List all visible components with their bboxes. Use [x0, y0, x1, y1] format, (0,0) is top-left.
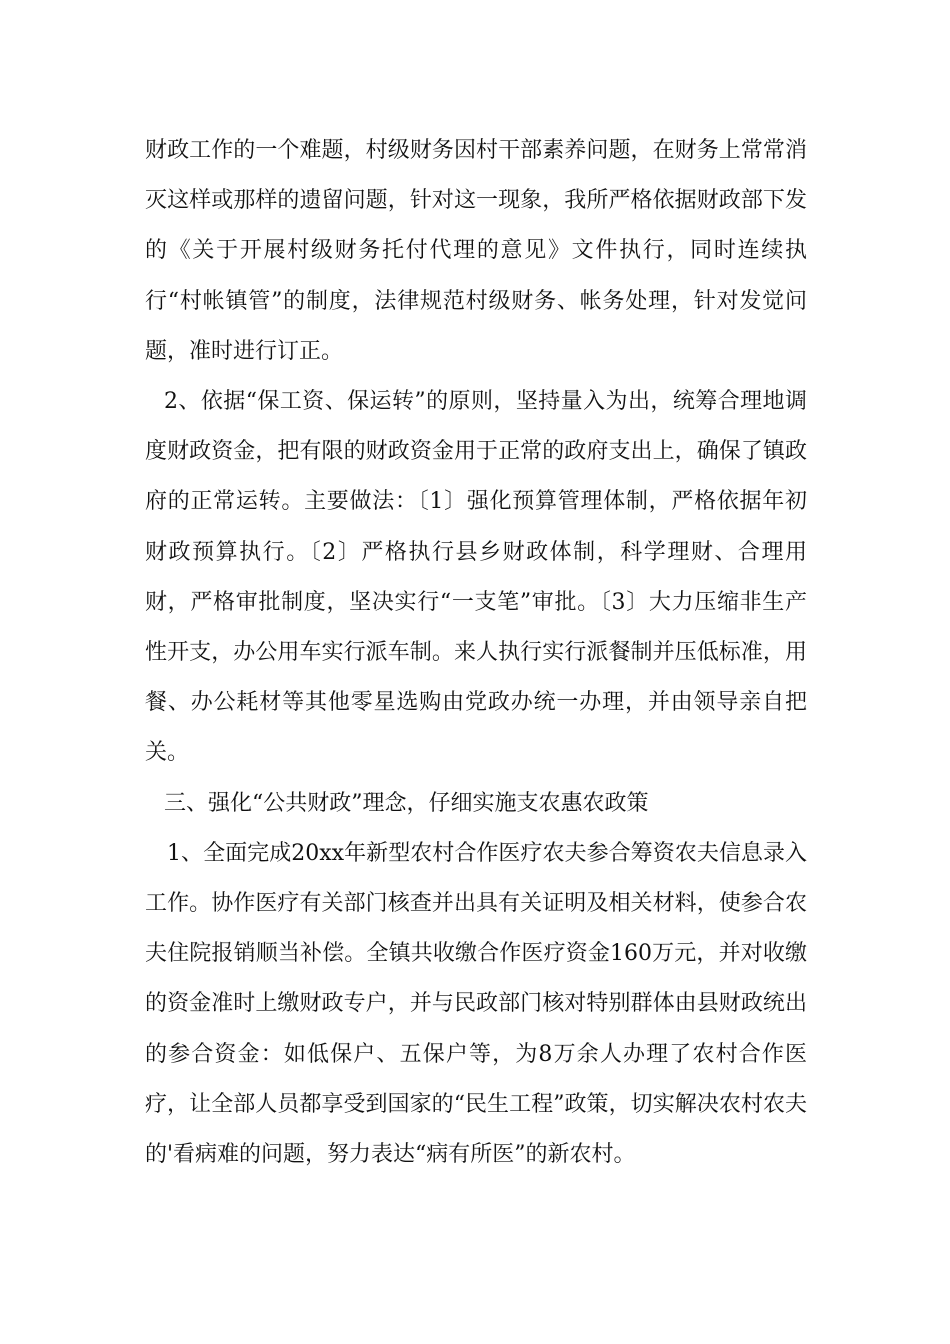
- paragraph-continuation: 财政工作的一个难题，村级财务因村干部素养问题，在财务上常常消灭这样或那样的遗留问题，针对这一现象，我所严格依据财政部下发的《关于开展村级财务托付代理的意见》文件执行，同时连续执行“村帐镇管”的制度，法律规范村级财务、帐务处理，针对发觉问题，准时进行订正。: [145, 138, 807, 364]
- section-heading-3: 三、强化“公共财政”理念，仔细实施支农惠农政策: [164, 790, 649, 816]
- document-body: [145, 126, 807, 1180]
- paragraph-item-2: 2、依据“保工资、保运转”的原则，坚持量入为出，统筹合理地调度财政资金，把有限的财政资金用于正常的政府支出上，确保了镇政府的正常运转。主要做法：〔1〕强化预算管理体制，严格依据年初财政预算执行。〔2〕严格执行县乡财政体制，科学理财、合理用财，严格审批制度，坚决实行“一支笔”审批。〔3〕大力压缩非生产性开支，办公用车实行派车制。来人执行实行派餐制并压低标准，用餐、办公耗材等其他零星选购由党政办统一办理，并由领导亲自把关。: [145, 389, 807, 766]
- paragraph-item-1: 1、全面完成20xx年新型农村合作医疗农夫参合筹资农夫信息录入工作。协作医疗有关部门核查并出具有关证明及相关材料，使参合农夫住院报销顺当补偿。全镇共收缴合作医疗资金160万元，并对收缴的资金准时上缴财政专户，并与民政部门核对特别群体由县财政统出的参合资金：如低保户、五保户等，为8万余人办理了农村合作医疗，让全部人员都享受到国家的“民生工程”政策，切实解决农村农夫的'看病难的问题，努力表达“病有所医”的新农村。: [145, 840, 807, 1168]
